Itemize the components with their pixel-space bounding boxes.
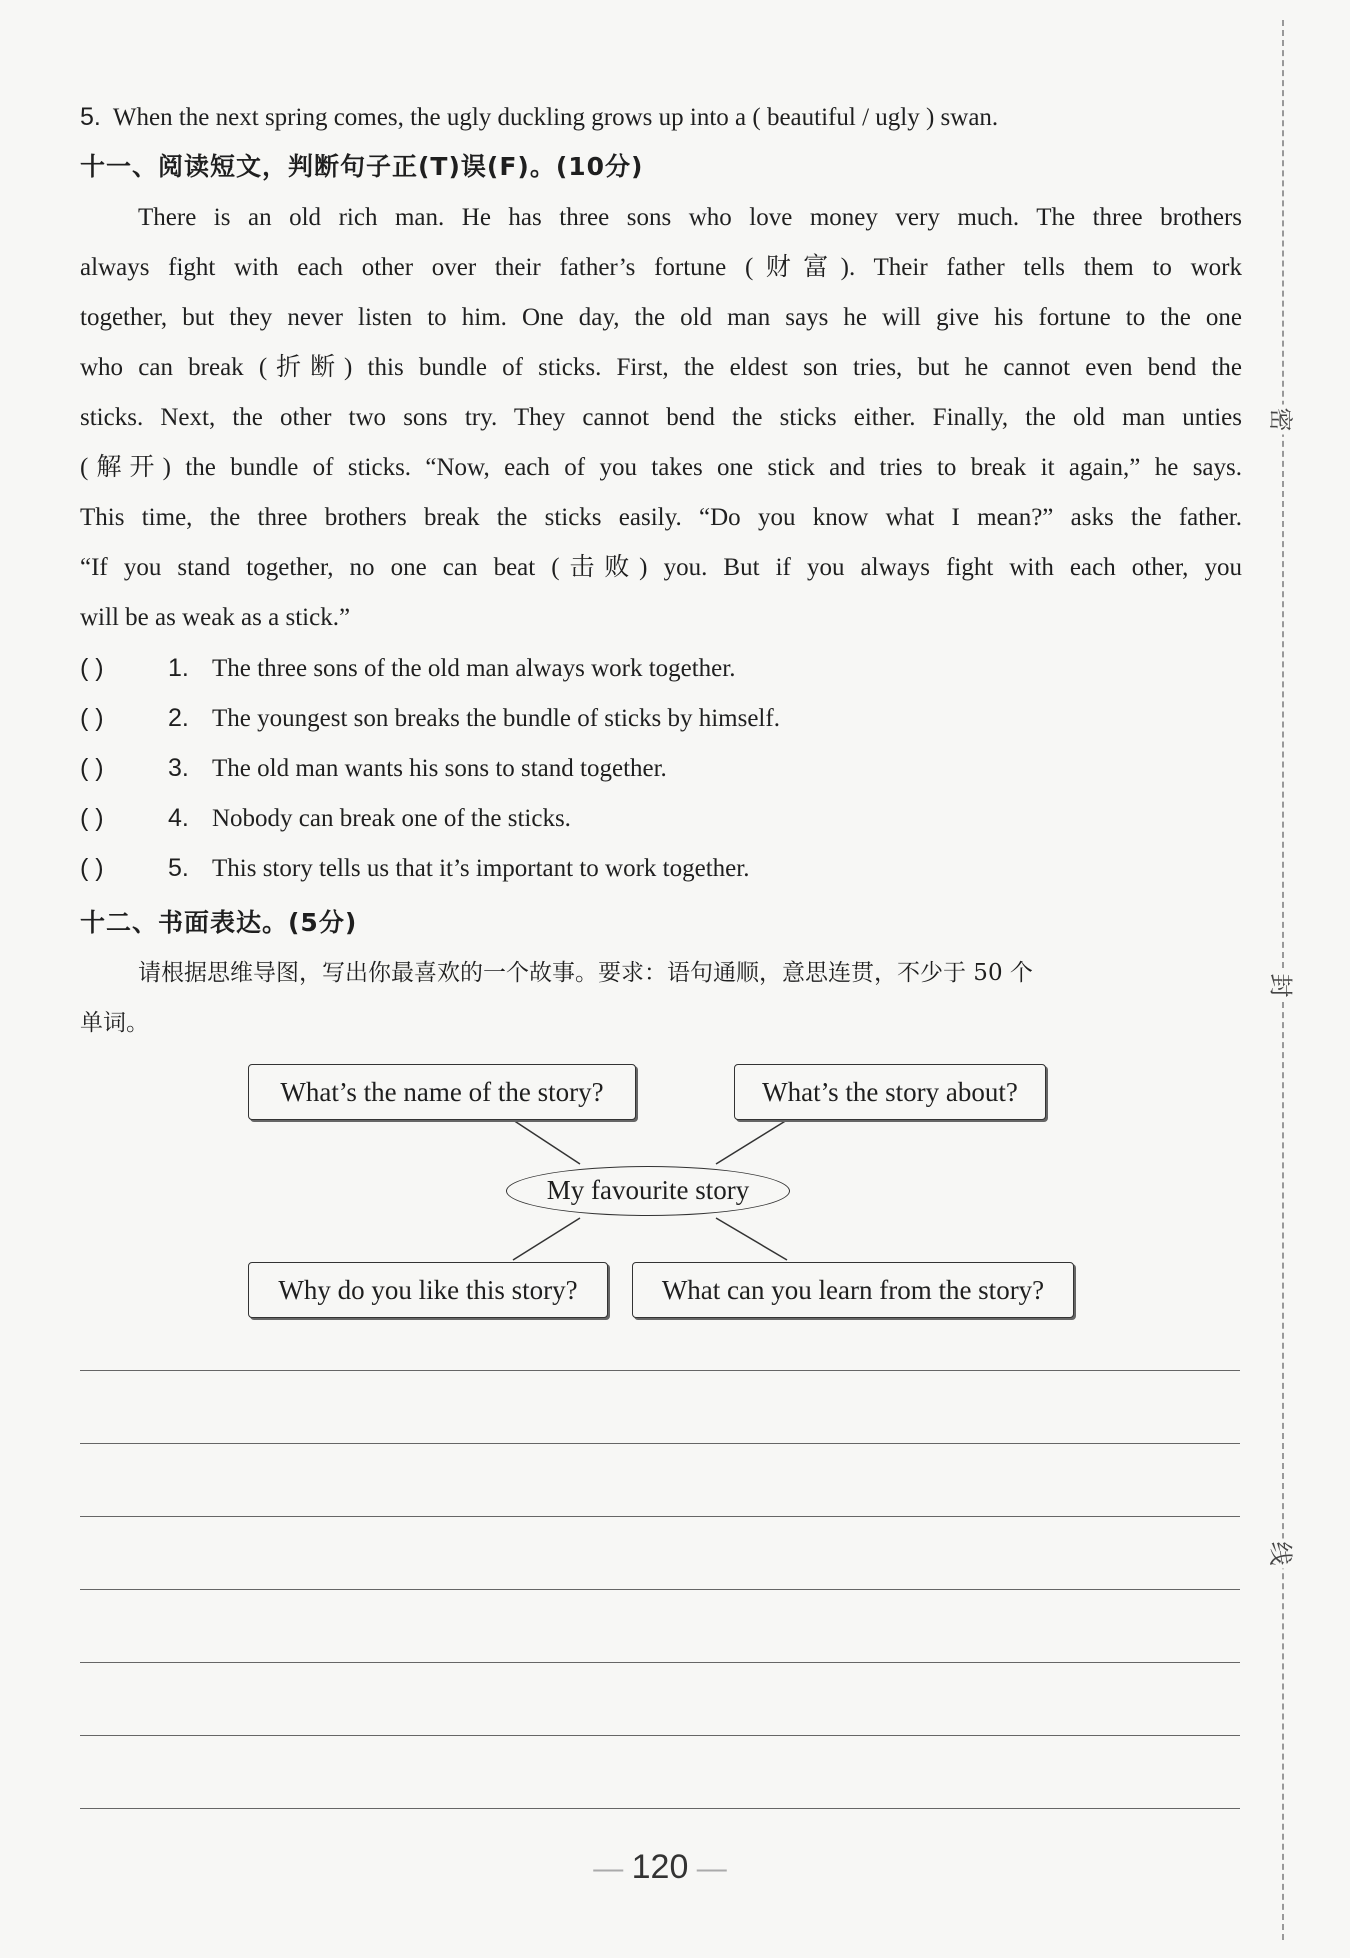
writing-line[interactable] — [80, 1443, 1240, 1444]
passage-line: There is an old rich man. He has three sons who love money very much. The three brothers — [138, 204, 1242, 231]
seal-label-mi: 密 — [1266, 405, 1301, 435]
question-number: 3. — [168, 754, 189, 782]
section-12-heading: 十二、书面表达。(5分) — [80, 908, 358, 937]
writing-instruction-cont: 单词。 — [80, 1010, 149, 1036]
mindmap-box-why: Why do you like this story? — [248, 1262, 608, 1318]
writing-line[interactable] — [80, 1735, 1240, 1736]
answer-blank[interactable]: ( ) — [80, 854, 104, 882]
answer-blank[interactable]: ( ) — [80, 704, 104, 732]
connector-line — [513, 1218, 580, 1260]
writing-line[interactable] — [80, 1516, 1240, 1517]
passage-line: always fight with each other over their father’s fortune (财富). Their father tells them to work — [80, 254, 1242, 281]
mindmap-box-about: What’s the story about? — [734, 1064, 1046, 1120]
question-text: The old man wants his sons to stand together. — [212, 755, 667, 782]
writing-line[interactable] — [80, 1662, 1240, 1663]
writing-line[interactable] — [80, 1808, 1240, 1809]
question-number: 1. — [168, 654, 189, 682]
connector-line — [513, 1120, 580, 1164]
question-text: The youngest son breaks the bundle of sticks by himself. — [212, 705, 780, 732]
question-text: Nobody can break one of the sticks. — [212, 805, 571, 832]
writing-line[interactable] — [80, 1370, 1240, 1371]
page-number: 120 — [631, 1848, 689, 1886]
answer-blank[interactable]: ( ) — [80, 654, 104, 682]
question-number: 4. — [168, 804, 189, 832]
question-text: This story tells us that it’s important to work together. — [212, 855, 750, 882]
prev-question-number: 5. — [80, 103, 101, 131]
passage-line: “If you stand together, no one can beat (击败) you. But if you always fight with each other, you — [80, 554, 1242, 581]
answer-blank[interactable]: ( ) — [80, 804, 104, 832]
question-number: 5. — [168, 854, 189, 882]
seal-label-xian: 线 — [1266, 1539, 1301, 1569]
section-11-heading: 十一、阅读短文，判断句子正(T)误(F)。(10分) — [80, 152, 644, 181]
answer-blank[interactable]: ( ) — [80, 754, 104, 782]
writing-line[interactable] — [80, 1589, 1240, 1590]
page-number-right-rule: — — [688, 1852, 727, 1885]
passage-line: This time, the three brothers break the sticks easily. “Do you know what I mean?” asks the father. — [80, 504, 1242, 531]
question-text: The three sons of the old man always work together. — [212, 655, 736, 682]
page-number-row — [0, 1848, 1320, 1887]
passage-line: who can break (折断) this bundle of sticks. First, the eldest son tries, but he cannot even bend the — [80, 354, 1242, 381]
passage-line: together, but they never listen to him. One day, the old man says he will give his fortune to the one — [80, 304, 1242, 331]
passage-line: will be as weak as a stick.” — [80, 604, 351, 631]
mindmap-box-learn: What can you learn from the story? — [632, 1262, 1074, 1318]
mindmap-center: My favourite story — [506, 1166, 790, 1216]
prev-question-text: When the next spring comes, the ugly duckling grows up into a ( beautiful / ugly ) swan. — [112, 104, 999, 131]
passage-line: (解开) the bundle of sticks. “Now, each of you takes one stick and tries to break it again,” he says. — [80, 454, 1242, 481]
writing-instruction: 请根据思维导图，写出你最喜欢的一个故事。要求：语句通顺，意思连贯，不少于 50 个 — [138, 960, 1033, 986]
mindmap-box-name: What’s the name of the story? — [248, 1064, 636, 1120]
question-number: 2. — [168, 704, 189, 732]
seal-label-feng: 封 — [1266, 971, 1301, 1001]
passage-line: sticks. Next, the other two sons try. They cannot bend the sticks either. Finally, the old man unties — [80, 404, 1242, 431]
page-number-left-rule: — — [593, 1852, 632, 1885]
connector-line — [716, 1218, 787, 1260]
connector-line — [716, 1120, 787, 1164]
